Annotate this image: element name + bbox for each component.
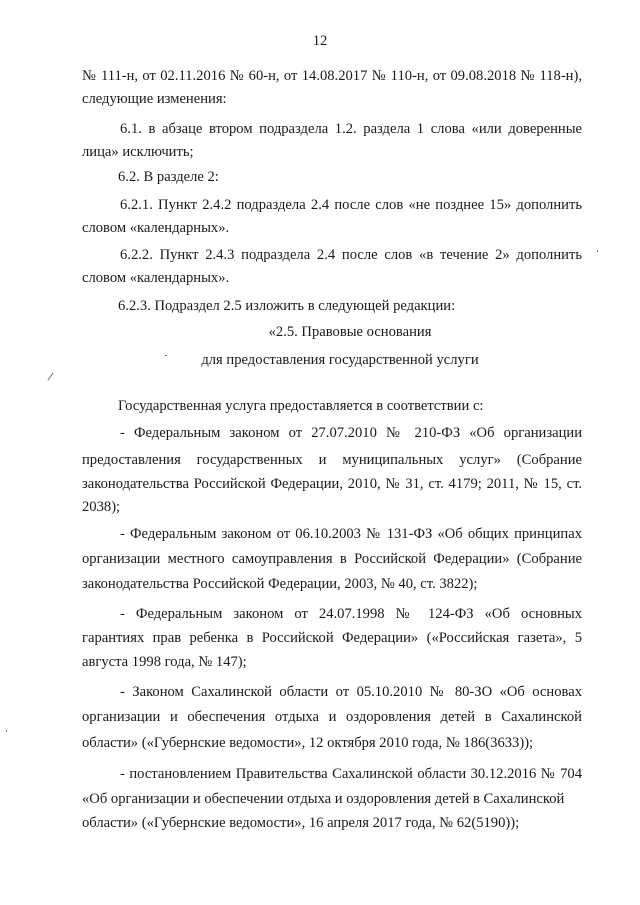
text-line: - постановлением Правительства Сахалинской области 30.12.2016 № 704 <box>120 766 582 782</box>
text-line: 6.2. В разделе 2: <box>118 169 219 185</box>
text-line: - Федеральным законом от 24.07.1998 № 124-ФЗ «Об основных <box>120 606 582 622</box>
text-line: 6.2.1. Пункт 2.4.2 подраздела 2.4 после слов «не позднее 15» дополнить <box>120 197 582 213</box>
text-line: законодательства Российской Федерации, 2010, № 31, ст. 4179; 2011, № 15, ст. <box>82 476 582 492</box>
text-line: области» («Губернские ведомости», 16 апреля 2017 года, № 62(5190)); <box>82 815 520 831</box>
text-line: 2038); <box>82 499 121 515</box>
text-line: предоставления государственных и муниципальных услуг» (Собрание <box>82 452 582 468</box>
text-line: 6.2.3. Подраздел 2.5 изложить в следующей редакции: <box>118 298 456 314</box>
text-line: словом «календарных». <box>82 220 230 236</box>
section-heading: для предоставления государственной услуги <box>201 352 479 368</box>
text-line: гарантиях прав ребенка в Российской Федерации» («Российская газета», 5 <box>82 630 582 646</box>
section-heading: «2.5. Правовые основания <box>268 324 432 340</box>
text-line: организации и обеспечения отдыха и оздоровления детей в Сахалинской <box>82 709 582 725</box>
scan-mark <box>6 730 7 732</box>
text-line: - Законом Сахалинской области от 05.10.2010 № 80-ЗО «Об основах <box>120 684 582 700</box>
text-line: - Федеральным законом от 06.10.2003 № 131-ФЗ «Об общих принципах <box>120 526 582 542</box>
text-line: «Об организации и обеспечении отдыха и оздоровления детей в Сахалинской <box>82 791 565 807</box>
text-line: организации местного самоуправления в Российской Федерации» (Собрание <box>82 551 582 567</box>
text-line: 6.2.2. Пункт 2.4.3 подраздела 2.4 после слов «в течение 2» дополнить <box>120 247 582 263</box>
text-line: словом «календарных». <box>82 270 230 286</box>
scan-mark <box>165 355 167 356</box>
text-line: лица» исключить; <box>82 144 194 160</box>
text-line: законодательства Российской Федерации, 2003, № 40, ст. 3822); <box>82 576 478 592</box>
page-number: 12 <box>312 33 328 49</box>
text-line: следующие изменения: <box>82 91 227 107</box>
text-line: Государственная услуга предоставляется в соответствии с: <box>118 398 484 414</box>
text-line: августа 1998 года, № 147); <box>82 654 247 670</box>
text-line: № 111-н, от 02.11.2016 № 60-н, от 14.08.2017 № 110-н, от 09.08.2018 № 118-н), <box>82 68 582 84</box>
scan-mark <box>48 373 54 381</box>
text-line: области» («Губернские ведомости», 12 октября 2010 года, № 186(3633)); <box>82 735 534 751</box>
scan-mark <box>597 250 598 252</box>
text-line: - Федеральным законом от 27.07.2010 № 210-ФЗ «Об организации <box>120 425 582 441</box>
text-line: 6.1. в абзаце втором подраздела 1.2. раздела 1 слова «или доверенные <box>120 121 582 137</box>
